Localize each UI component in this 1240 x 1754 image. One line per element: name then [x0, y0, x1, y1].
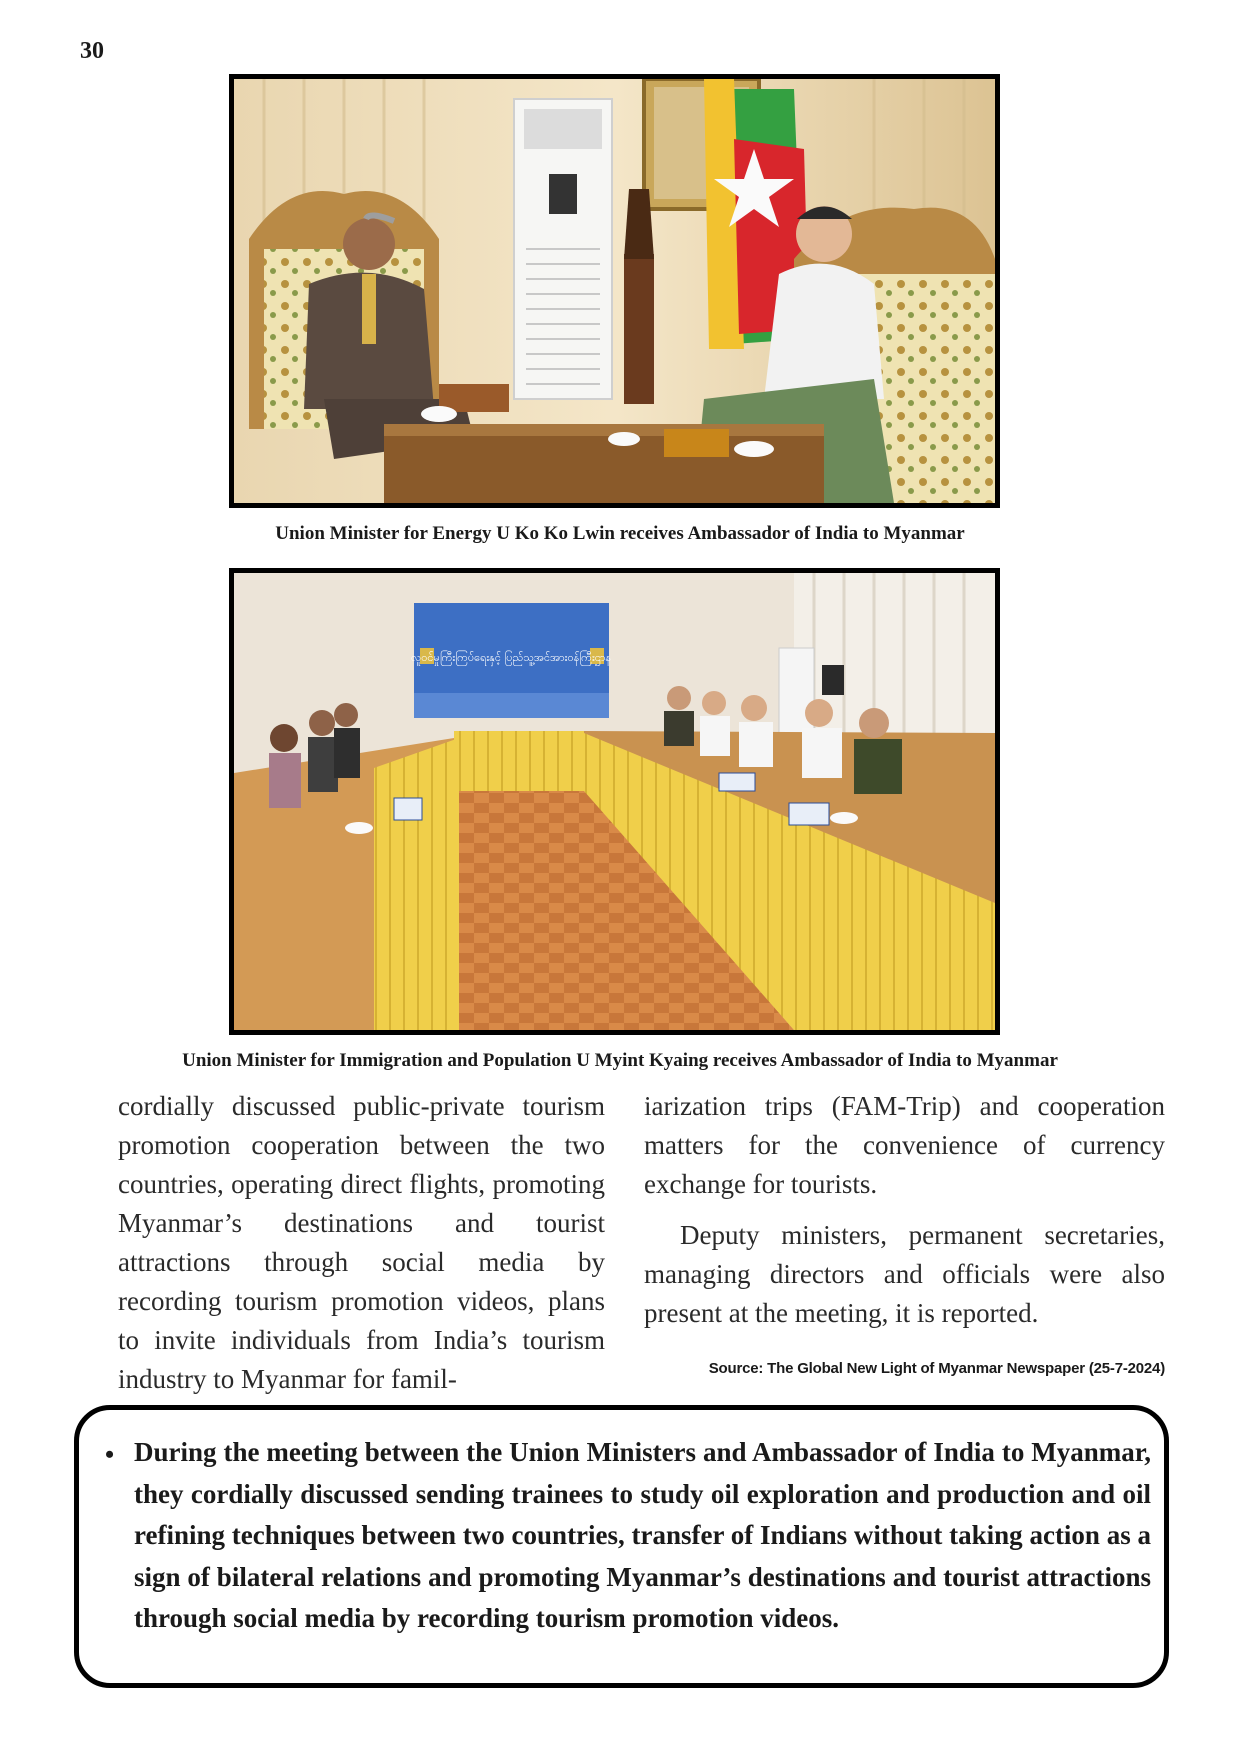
article-right-paragraph-2: Deputy ministers, permanent secretaries, managing directors and officials were also present at the meeting, it is reported. — [644, 1220, 1165, 1328]
photo-energy-minister-meeting — [229, 74, 1000, 508]
article-right-column — [644, 1087, 1165, 1333]
summary-bullet: • — [105, 1440, 115, 1469]
banner-text: လူဝင်မှုကြီးကြပ်ရေးနှင့် ပြည်သူ့အင်အားဝန်ကြီးဌာန — [410, 651, 612, 664]
summary-box — [74, 1405, 1169, 1688]
article-left-paragraph: cordially discussed public-private tourism promotion cooperation between the two countries, operating direct flights, promoting Myanmar’s destinations and tourist attractions through social media by recording tourism promotion videos, plans to invite individuals from India’s tourism industry to Myanmar for famil- — [118, 1091, 605, 1394]
article-left-column — [118, 1087, 605, 1399]
summary-text: During the meeting between the Union Ministers and Ambassador of India to Myanmar, they cordially discussed sending trainees to study oil exploration and production and oil refining techniques between two countries, transfer of Indians without taking action as a sign of bilateral relations and promoting Myanmar’s destinations and tourist attractions through social media by recording tourism promotion videos. — [134, 1437, 1151, 1633]
article-right-paragraph-1: iarization trips (FAM-Trip) and cooperation matters for the convenience of currency exchange for tourists. — [644, 1091, 1165, 1199]
photo-caption-energy-minister: Union Minister for Energy U Ko Ko Lwin receives Ambassador of India to Myanmar — [275, 523, 965, 544]
photo-energy-minister-image — [234, 79, 995, 503]
photo-immigration-minister-image — [234, 573, 995, 1030]
photo-immigration-minister-meeting — [229, 568, 1000, 1035]
photo-caption-immigration-minister: Union Minister for Immigration and Population U Myint Kyaing receives Ambassador of India to Myanmar — [182, 1050, 1058, 1071]
article-source: Source: The Global New Light of Myanmar Newspaper (25-7-2024) — [708, 1360, 1165, 1377]
page-number: 30 — [80, 38, 104, 64]
